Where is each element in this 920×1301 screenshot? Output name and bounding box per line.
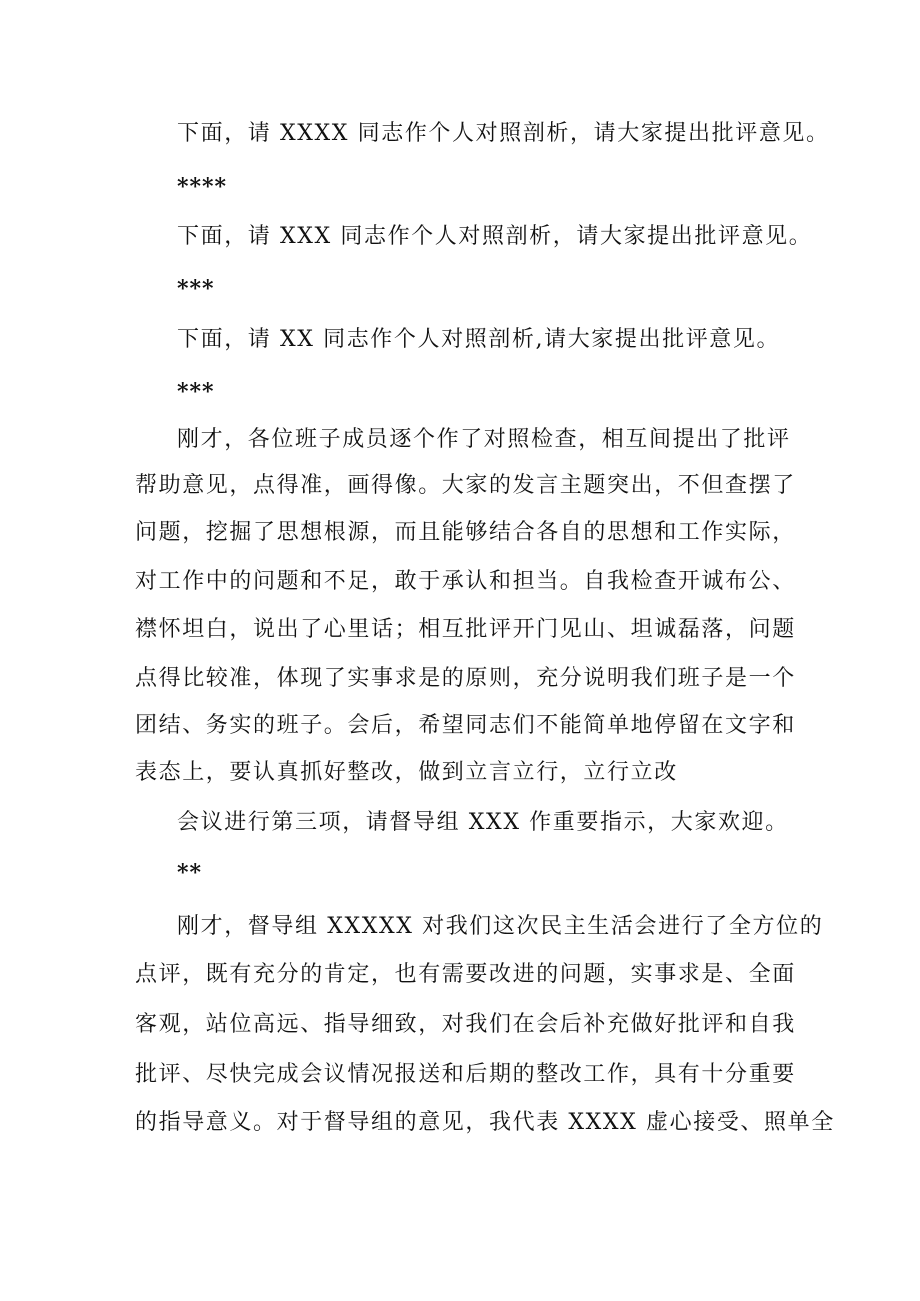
paragraph-line: 客观，站位高远、指导细致，对我们在会后补充做好批评和自我: [135, 1012, 796, 1037]
separator-1: ****: [177, 174, 228, 200]
separator-3: ***: [177, 379, 215, 405]
paragraph-line: 刚才，督导组 XXXXX 对我们这次民主生活会进行了全方位的: [177, 914, 824, 939]
paragraph-line: 点得比较准，体现了实事求是的原则，充分说明我们班子是一个: [135, 666, 796, 691]
separator-4: **: [177, 860, 203, 886]
paragraph-line: 的指导意义。对于督导组的意见，我代表 XXXX 虚心接受、照单全: [135, 1110, 835, 1135]
text-line-block4: 会议进行第三项，请督导组 XXX 作重要指示，大家欢迎。: [177, 810, 789, 835]
paragraph-line: 点评，既有充分的肯定，也有需要改进的问题，实事求是、全面: [135, 962, 796, 987]
paragraph-line: 刚才，各位班子成员逐个作了对照检查，相互间提出了批评: [177, 427, 791, 452]
paragraph-line: 襟怀坦白，说出了心里话；相互批评开门见山、坦诚磊落，问题: [135, 617, 796, 642]
paragraph-line: 团结、务实的班子。会后，希望同志们不能简单地停留在文字和: [135, 713, 796, 738]
paragraph-line: 批评、尽快完成会议情况报送和后期的整改工作，具有十分重要: [135, 1062, 796, 1087]
paragraph-line: 问题，挖掘了思想根源，而且能够结合各自的思想和工作实际，: [135, 520, 796, 545]
paragraph-line: 帮助意见，点得准，画得像。大家的发言主题突出，不但查摆了: [135, 473, 796, 498]
text-line-block1: 下面，请 XXXX 同志作个人对照剖析，请大家提出批评意见。: [177, 121, 830, 146]
text-line-block3: 下面，请 XX 同志作个人对照剖析,请大家提出批评意见。: [177, 327, 781, 352]
separator-2: ***: [177, 276, 215, 302]
paragraph-line: 表态上，要认真抓好整改，做到立言立行，立行立改: [135, 760, 678, 785]
paragraph-line: 对工作中的问题和不足，敢于承认和担当。自我检查开诚布公、: [135, 569, 796, 594]
text-line-block2: 下面，请 XXX 同志作个人对照剖析，请大家提出批评意见。: [177, 224, 813, 249]
